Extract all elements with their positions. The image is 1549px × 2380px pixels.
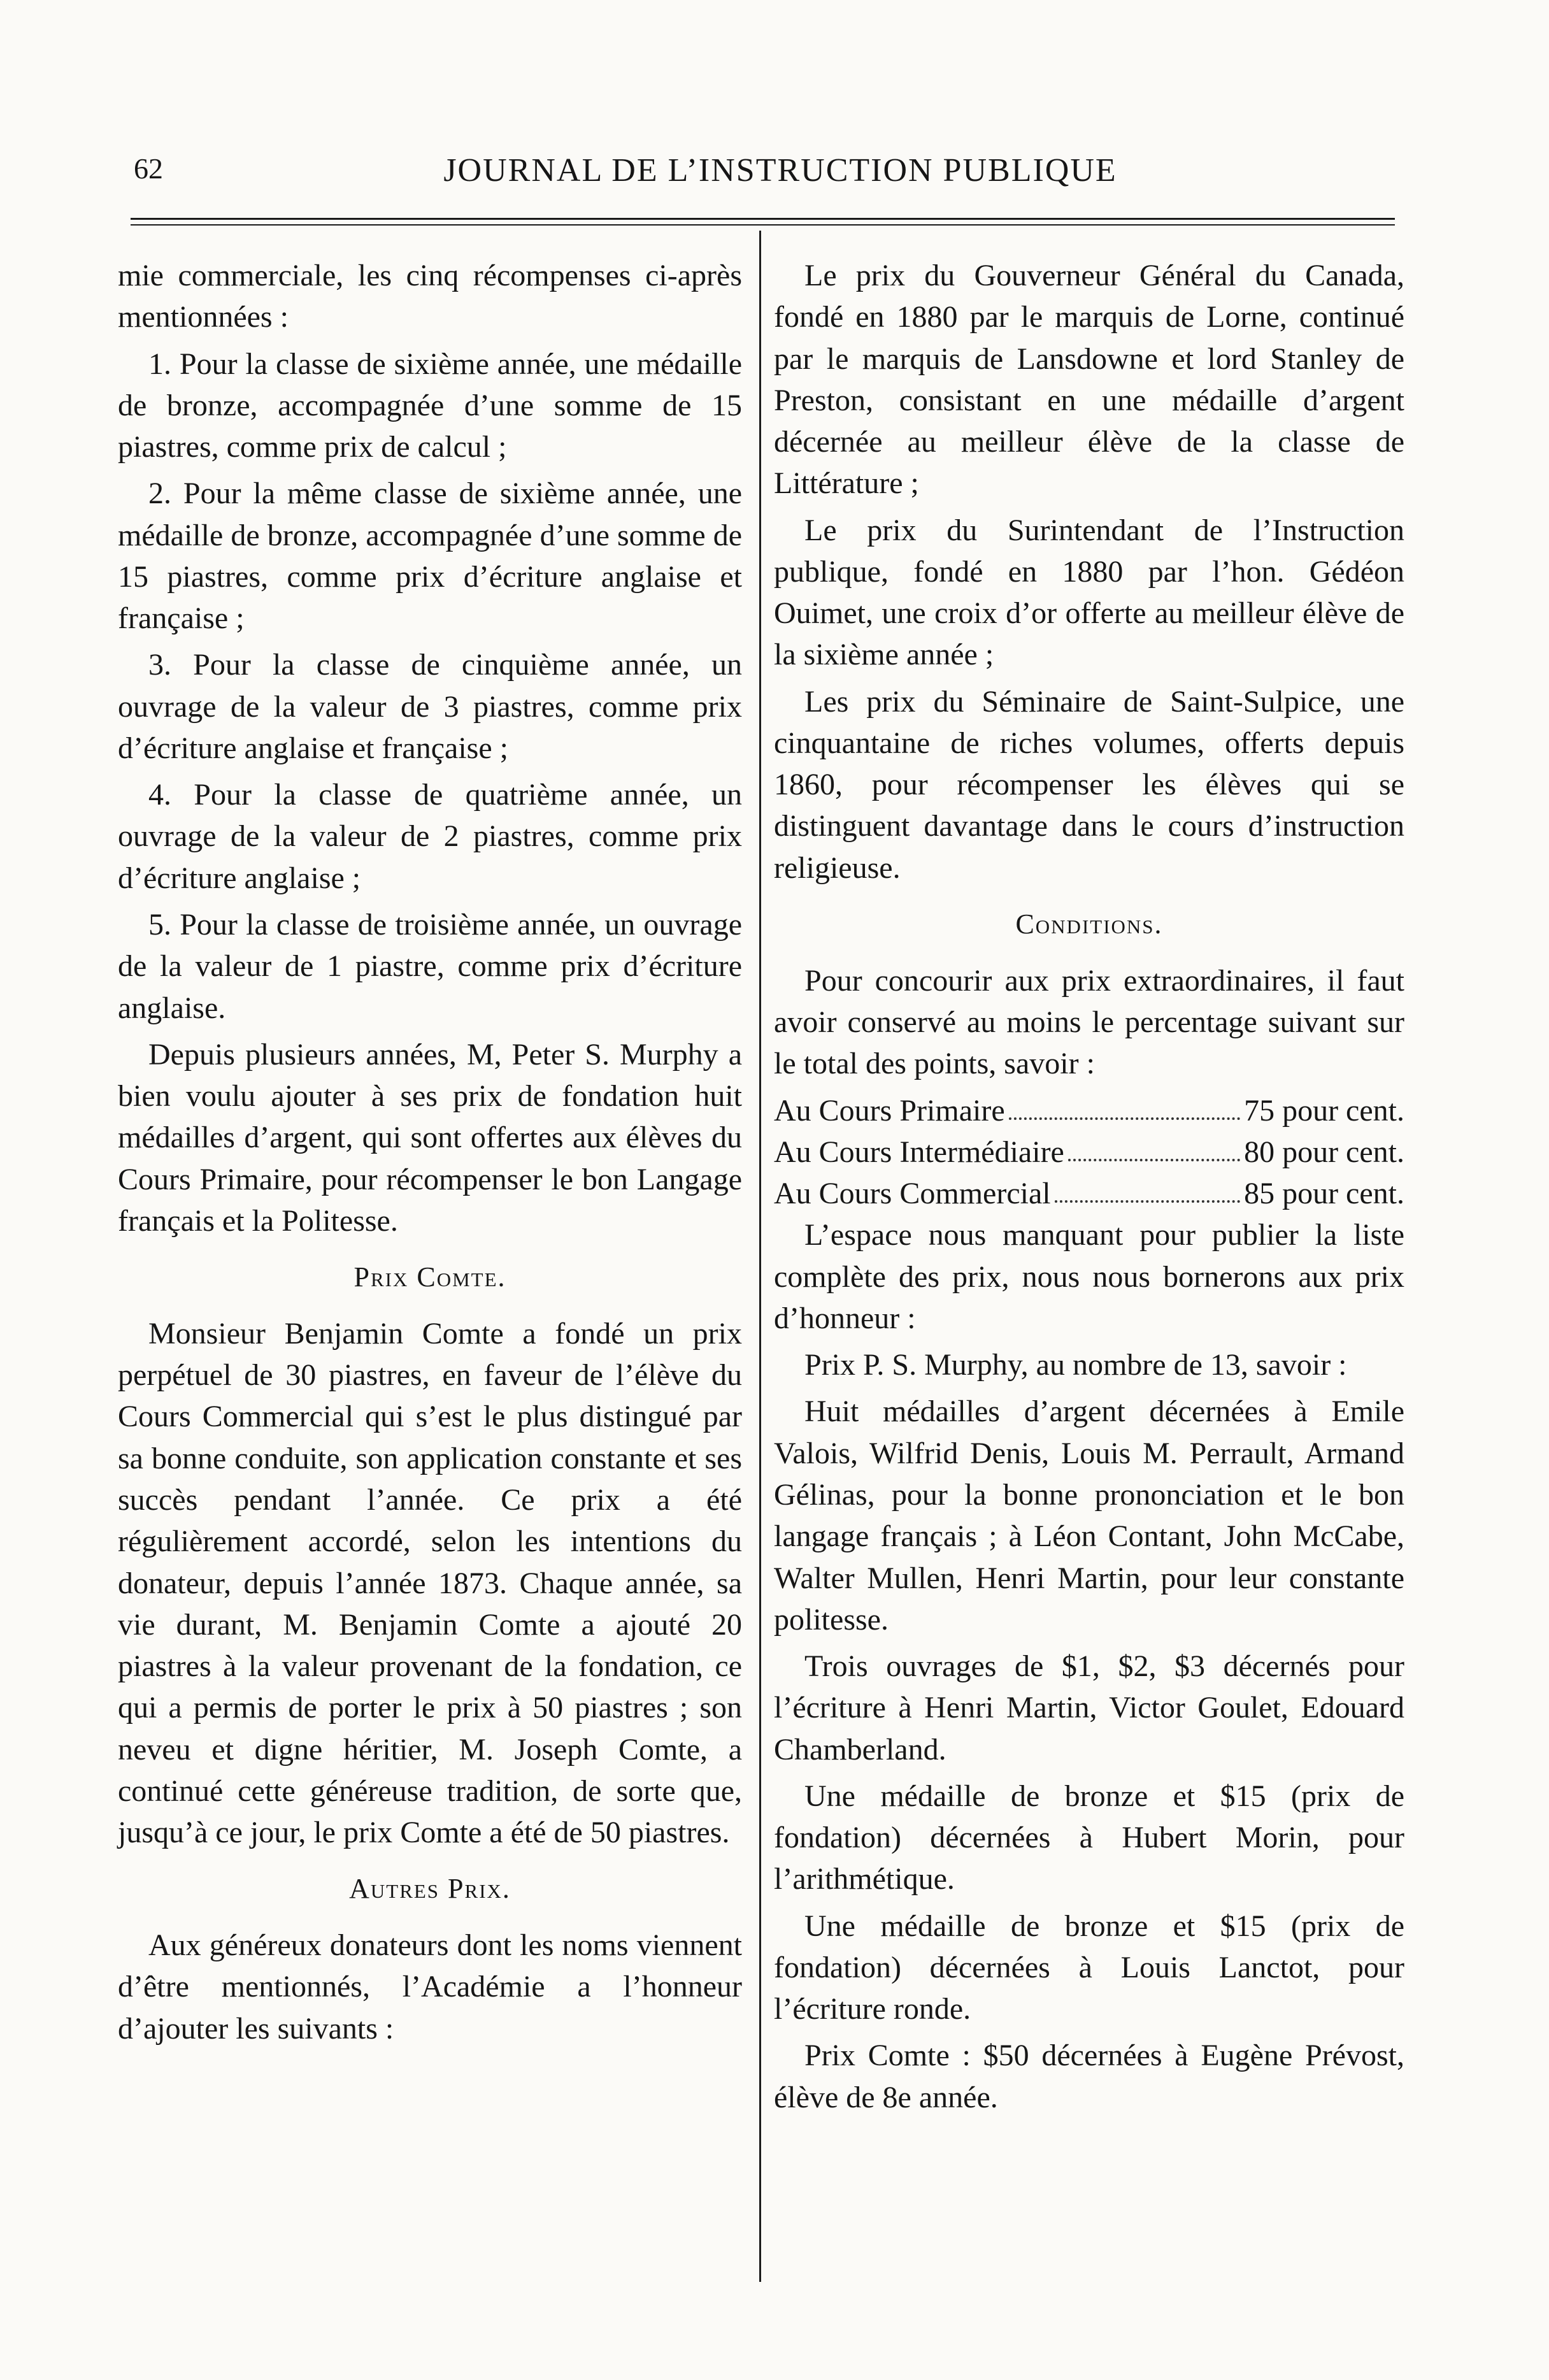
leader-dots <box>1068 1131 1240 1161</box>
paragraph: Huit médailles d’argent décernées à Emile Valois, Wilfrid Denis, Louis M. Perrault, Armand Gélinas, pour la bonne prononciation et le bon langage français ; à Léon Contant, John McCabe, Walter Mullen, Henri Martin, pour leur constante politesse. <box>774 1394 1404 1637</box>
paragraph: Le prix du Surintendant de l’Instruction publique, fondé en 1880 par l’hon. Gédéon Ouimet, une croix d’or offerte au meilleur élève de la sixième année ; <box>774 513 1404 672</box>
paragraph: mie commerciale, les cinq récompenses ci-après mentionnées : <box>118 259 742 334</box>
course-percentage: 80 pour cent. <box>1244 1135 1404 1169</box>
paragraph: Prix Comte : $50 décernées à Eugène Prévost, élève de 8e année. <box>774 2039 1404 2114</box>
paragraph: Une médaille de bronze et $15 (prix de fondation) décernées à Louis Lanctot, pour l’écriture ronde. <box>774 1909 1404 2026</box>
section-heading-conditions: Conditions. <box>1015 908 1163 940</box>
paragraph: 5. Pour la classe de troisième année, un ouvrage de la valeur de 1 piastre, comme prix d’écriture anglaise. <box>118 907 742 1025</box>
course-label: Au Cours Intermédiaire <box>774 1135 1064 1169</box>
journal-title: JOURNAL DE L’INSTRUCTION PUBLIQUE <box>443 152 1117 189</box>
header-rule <box>131 218 1395 220</box>
percentage-row <box>774 1173 1404 1214</box>
paragraph: Les prix du Séminaire de Saint-Sulpice, une cinquantaine de riches volumes, offerts depuis 1860, pour récompenser les élèves qui se distinguent davantage dans le cours d’instruction religieuse. <box>774 684 1404 885</box>
page-number: 62 <box>134 152 163 185</box>
running-head <box>115 152 1420 203</box>
section-heading-autres-prix: Autres Prix. <box>349 1873 511 1905</box>
paragraph: 2. Pour la même classe de sixième année, une médaille de bronze, accompagnée d’une somme de 15 piastres, comme prix d’écriture anglaise et française ; <box>118 477 742 636</box>
leader-dots <box>1009 1090 1240 1120</box>
course-label: Au Cours Primaire <box>774 1093 1005 1128</box>
paragraph: Trois ouvrages de $1, $2, $3 décernés pour l’écriture à Henri Martin, Victor Goulet, Edouard Chamberland. <box>774 1649 1404 1767</box>
header-rule-secondary <box>131 224 1395 226</box>
leader-dots <box>1055 1173 1240 1203</box>
paragraph: 1. Pour la classe de sixième année, une médaille de bronze, accompagnée d’une somme de 15 piastres, comme prix de calcul ; <box>118 347 742 464</box>
paragraph: Monsieur Benjamin Comte a fondé un prix perpétuel de 30 piastres, en faveur de l’élève du Cours Commercial qui s’est le plus distingué par sa bonne conduite, son application constante et ses succès pendant l’année. Ce prix a été régulièrement accordé, selon les intentions du donateur, depuis l’année 1873. Chaque année, sa vie durant, M. Benjamin Comte a ajouté 20 piastres à la valeur provenant de la fondation, ce qui a permis de porter le prix à 50 piastres ; son neveu et digne héritier, M. Joseph Comte, a continué cette généreuse tradition, de sorte que, jusqu’à ce jour, le prix Comte a été de 50 piastres. <box>118 1316 742 1850</box>
percentage-row <box>774 1131 1404 1173</box>
paragraph: Le prix du Gouverneur Général du Canada, fondé en 1880 par le marquis de Lorne, continué par le marquis de Lansdowne et lord Stanley de Preston, consistant en une médaille d’argent décernée au meilleur élève de la classe de Littérature ; <box>774 259 1404 501</box>
paragraph: L’espace nous manquant pour publier la liste complète des prix, nous nous bornerons aux prix d’honneur : <box>774 1218 1404 1335</box>
course-label: Au Cours Commercial <box>774 1177 1051 1211</box>
paragraph: 4. Pour la classe de quatrième année, un ouvrage de la valeur de 2 piastres, comme prix d’écriture anglaise ; <box>118 778 742 895</box>
section-heading-prix-comte: Prix Comte. <box>353 1261 506 1293</box>
paragraph: Une médaille de bronze et $15 (prix de fondation) décernées à Hubert Morin, pour l’arithmétique. <box>774 1779 1404 1896</box>
paragraph: Prix P. S. Murphy, au nombre de 13, savoir : <box>804 1348 1347 1382</box>
percentage-row <box>774 1090 1404 1131</box>
paragraph: Depuis plusieurs années, M, Peter S. Murphy a bien voulu ajouter à ses prix de fondation huit médailles d’argent, qui sont offertes aux élèves du Cours Primaire, pour récompenser le bon Langage français et la Politesse. <box>118 1037 742 1238</box>
paragraph: 3. Pour la classe de cinquième année, un ouvrage de la valeur de 3 piastres, comme prix d’écriture anglaise et française ; <box>118 648 742 765</box>
left-column <box>118 255 742 2054</box>
paragraph: Aux généreux donateurs dont les noms viennent d’être mentionnés, l’Académie a l’honneur d’ajouter les suivants : <box>118 1928 742 2046</box>
course-percentage: 85 pour cent. <box>1244 1177 1404 1211</box>
column-divider <box>759 231 761 2282</box>
paragraph: Pour concourir aux prix extraordinaires, il faut avoir conservé au moins le percentage suivant sur le total des points, savoir : <box>774 963 1404 1081</box>
right-column <box>774 255 1404 2123</box>
course-percentage: 75 pour cent. <box>1244 1093 1404 1128</box>
